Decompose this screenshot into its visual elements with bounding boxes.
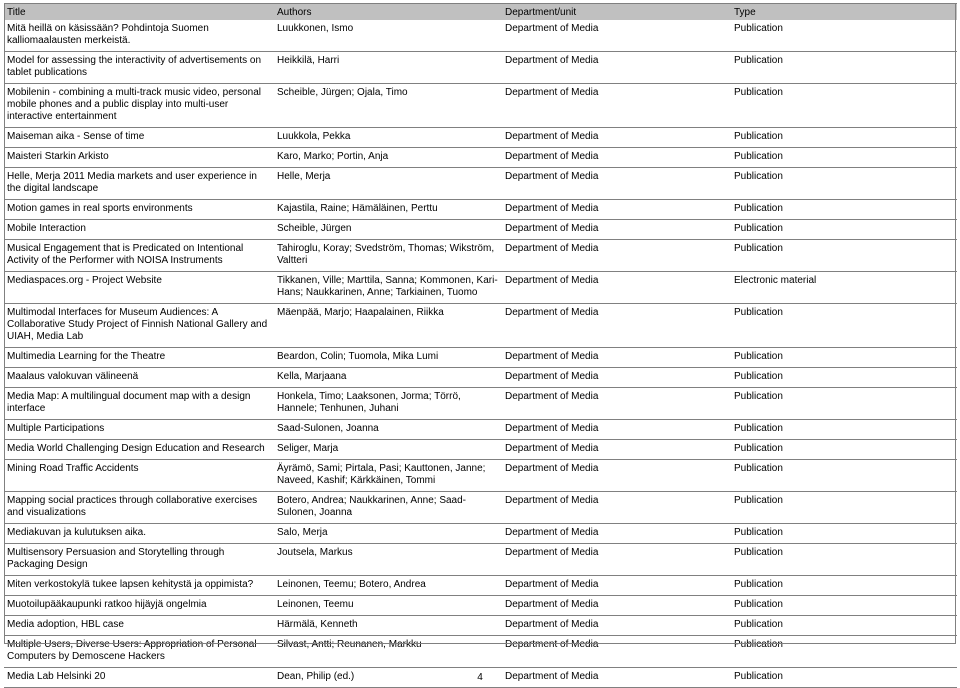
cell-title: Muotoilupääkaupunki ratkoo hijäyjä ongelmia <box>4 596 274 616</box>
cell-type: Electronic material <box>731 272 957 304</box>
cell-authors: Beardon, Colin; Tuomola, Mika Lumi <box>274 348 502 368</box>
table-row <box>4 52 957 84</box>
cell-title: Miten verkostokylä tukee lapsen kehitystä ja oppimista? <box>4 576 274 596</box>
cell-authors: Dean, Philip (ed.) <box>274 668 502 688</box>
cell-title: Media Map: A multilingual document map with a design interface <box>4 388 274 420</box>
cell-authors: Heikkilä, Harri <box>274 52 502 84</box>
cell-type: Publication <box>731 420 957 440</box>
cell-title: Helle, Merja 2011 Media markets and user experience in the digital landscape <box>4 168 274 200</box>
cell-department: Department of Media <box>502 304 731 348</box>
cell-type: Publication <box>731 544 957 576</box>
cell-department: Department of Media <box>502 168 731 200</box>
cell-type: Publication <box>731 524 957 544</box>
cell-type: Publication <box>731 460 957 492</box>
cell-department: Department of Media <box>502 148 731 168</box>
cell-department: Department of Media <box>502 52 731 84</box>
cell-title: Maalaus valokuvan välineenä <box>4 368 274 388</box>
cell-department: Department of Media <box>502 84 731 128</box>
cell-department: Department of Media <box>502 616 731 636</box>
cell-title: Mobile Interaction <box>4 220 274 240</box>
table-header-row <box>4 4 957 21</box>
cell-department: Department of Media <box>502 596 731 616</box>
cell-title: Mediakuvan ja kulutuksen aika. <box>4 524 274 544</box>
cell-type: Publication <box>731 84 957 128</box>
page-number: 4 <box>477 672 483 683</box>
cell-type: Publication <box>731 668 957 688</box>
cell-authors: Kajastila, Raine; Hämäläinen, Perttu <box>274 200 502 220</box>
table-row <box>4 616 957 636</box>
cell-authors: Tikkanen, Ville; Marttila, Sanna; Kommonen, Kari-Hans; Naukkarinen, Anne; Tarkiainen, Tuomo <box>274 272 502 304</box>
cell-title: Motion games in real sports environments <box>4 200 274 220</box>
cell-department: Department of Media <box>502 272 731 304</box>
cell-department: Department of Media <box>502 576 731 596</box>
cell-title: Media Lab Helsinki 20 <box>4 668 274 688</box>
cell-type: Publication <box>731 240 957 272</box>
cell-authors: Scheible, Jürgen; Ojala, Timo <box>274 84 502 128</box>
table-row <box>4 348 957 368</box>
cell-title: Mapping social practices through collaborative exercises and visualizations <box>4 492 274 524</box>
cell-authors: Seliger, Marja <box>274 440 502 460</box>
table-row <box>4 440 957 460</box>
cell-department: Department of Media <box>502 460 731 492</box>
cell-title: Model for assessing the interactivity of advertisements on tablet publications <box>4 52 274 84</box>
cell-department: Department of Media <box>502 524 731 544</box>
cell-department: Department of Media <box>502 368 731 388</box>
table-row <box>4 636 957 668</box>
cell-type: Publication <box>731 368 957 388</box>
cell-department: Department of Media <box>502 636 731 668</box>
header-type: Type <box>731 4 957 21</box>
cell-authors: Luukkonen, Ismo <box>274 20 502 52</box>
table-row <box>4 304 957 348</box>
cell-title: Multiple Participations <box>4 420 274 440</box>
header-title: Title <box>4 4 274 21</box>
cell-type: Publication <box>731 220 957 240</box>
header-authors: Authors <box>274 4 502 21</box>
cell-title: Mitä heillä on käsissään? Pohdintoja Suomen kalliomaalausten merkeistä. <box>4 20 274 52</box>
cell-department: Department of Media <box>502 492 731 524</box>
cell-title: Multisensory Persuasion and Storytelling through Packaging Design <box>4 544 274 576</box>
table-body <box>4 20 957 688</box>
table-row <box>4 596 957 616</box>
cell-authors: Tahiroglu, Koray; Svedström, Thomas; Wikström, Valtteri <box>274 240 502 272</box>
cell-title: Multimodal Interfaces for Museum Audiences: A Collaborative Study Project of Finnish National Gallery and UIAH, Media Lab <box>4 304 274 348</box>
table-row <box>4 368 957 388</box>
table-row <box>4 84 957 128</box>
cell-type: Publication <box>731 168 957 200</box>
table-row <box>4 168 957 200</box>
cell-type: Publication <box>731 128 957 148</box>
cell-title: Maiseman aika - Sense of time <box>4 128 274 148</box>
cell-authors: Karo, Marko; Portin, Anja <box>274 148 502 168</box>
cell-department: Department of Media <box>502 388 731 420</box>
cell-title: Mining Road Traffic Accidents <box>4 460 274 492</box>
cell-authors: Äyrämö, Sami; Pirtala, Pasi; Kauttonen, Janne; Naveed, Kashif; Kärkkäinen, Tommi <box>274 460 502 492</box>
cell-authors: Mäenpää, Marjo; Haapalainen, Riikka <box>274 304 502 348</box>
table-row <box>4 576 957 596</box>
cell-type: Publication <box>731 200 957 220</box>
cell-type: Publication <box>731 616 957 636</box>
table-row <box>4 200 957 220</box>
cell-type: Publication <box>731 52 957 84</box>
table-row <box>4 420 957 440</box>
table-row <box>4 240 957 272</box>
cell-department: Department of Media <box>502 544 731 576</box>
cell-authors: Luukkola, Pekka <box>274 128 502 148</box>
cell-authors: Joutsela, Markus <box>274 544 502 576</box>
cell-department: Department of Media <box>502 440 731 460</box>
cell-type: Publication <box>731 20 957 52</box>
cell-department: Department of Media <box>502 128 731 148</box>
cell-department: Department of Media <box>502 668 731 688</box>
header-department: Department/unit <box>502 4 731 21</box>
cell-type: Publication <box>731 304 957 348</box>
cell-department: Department of Media <box>502 348 731 368</box>
cell-type: Publication <box>731 348 957 368</box>
cell-authors: Kella, Marjaana <box>274 368 502 388</box>
table-row <box>4 272 957 304</box>
cell-department: Department of Media <box>502 20 731 52</box>
table-row <box>4 388 957 420</box>
table-row <box>4 20 957 52</box>
cell-authors: Härmälä, Kenneth <box>274 616 502 636</box>
table-row <box>4 148 957 168</box>
cell-department: Department of Media <box>502 220 731 240</box>
table-row <box>4 220 957 240</box>
table-row <box>4 524 957 544</box>
cell-type: Publication <box>731 148 957 168</box>
cell-title: Media World Challenging Design Education and Research <box>4 440 274 460</box>
cell-authors: Silvast, Antti; Reunanen, Markku <box>274 636 502 668</box>
cell-type: Publication <box>731 440 957 460</box>
cell-title: Musical Engagement that is Predicated on Intentional Activity of the Performer with NOISA Instruments <box>4 240 274 272</box>
cell-authors: Helle, Merja <box>274 168 502 200</box>
cell-title: Multimedia Learning for the Theatre <box>4 348 274 368</box>
cell-type: Publication <box>731 636 957 668</box>
cell-type: Publication <box>731 576 957 596</box>
cell-department: Department of Media <box>502 200 731 220</box>
cell-authors: Scheible, Jürgen <box>274 220 502 240</box>
cell-authors: Honkela, Timo; Laaksonen, Jorma; Törrö, Hannele; Tenhunen, Juhani <box>274 388 502 420</box>
cell-type: Publication <box>731 388 957 420</box>
table-row <box>4 544 957 576</box>
table-row <box>4 128 957 148</box>
cell-authors: Leinonen, Teemu <box>274 596 502 616</box>
cell-title: Mediaspaces.org - Project Website <box>4 272 274 304</box>
cell-type: Publication <box>731 596 957 616</box>
publications-table <box>4 3 957 688</box>
cell-authors: Botero, Andrea; Naukkarinen, Anne; Saad-Sulonen, Joanna <box>274 492 502 524</box>
cell-title: Mobilenin - combining a multi-track music video, personal mobile phones and a public display into multi-user interactive entertainment <box>4 84 274 128</box>
cell-type: Publication <box>731 492 957 524</box>
cell-authors: Saad-Sulonen, Joanna <box>274 420 502 440</box>
cell-title: Maisteri Starkin Arkisto <box>4 148 274 168</box>
cell-title: Multiple Users, Diverse Users: Appropriation of Personal Computers by Demoscene Hackers <box>4 636 274 668</box>
cell-title: Media adoption, HBL case <box>4 616 274 636</box>
table-row <box>4 460 957 492</box>
cell-department: Department of Media <box>502 240 731 272</box>
table-row <box>4 492 957 524</box>
cell-authors: Salo, Merja <box>274 524 502 544</box>
cell-department: Department of Media <box>502 420 731 440</box>
cell-authors: Leinonen, Teemu; Botero, Andrea <box>274 576 502 596</box>
